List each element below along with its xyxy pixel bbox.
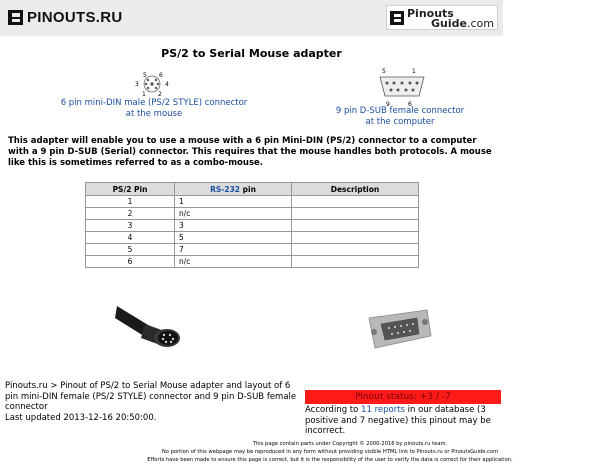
table-row: 2 n/c [86,208,419,220]
table-row: 6 n/c [86,256,419,268]
rs232-link[interactable]: RS-232 [210,184,241,194]
site-header [0,0,503,36]
table-row: 5 7 [86,244,419,256]
ps2-plug-photo [115,298,185,348]
header-description: Description [292,183,419,196]
svg-text:6: 6 [408,101,412,108]
pinout-status-bar: Pinout status: +3 / -7 [305,390,501,404]
status-reports-text: According to 11 reports in our database (3 positive and 7 negative) this pinout may be incorrect. [305,405,491,436]
mini-din-connector-diagram [132,70,172,98]
accuracy-disclaimer: Efforts have been made to ensure this page is correct, but it is the responsibility of the user to verify the data is correct for their application. [147,457,513,463]
table-row: 3 3 [86,220,419,232]
logo-word-pinouts: Pinouts [407,7,454,20]
pinoutsguide-logo-icon [390,11,404,25]
reproduction-note: No portion of this webpage may be reproduced in any form without providing visible HTML link to Pinouts.ru or PinoutsGuide.com [161,449,499,455]
dsub-connector-caption: 9 pin D-SUB female connector at the computer [335,106,465,127]
page-title: PS/2 to Serial Mouse adapter [161,47,342,60]
logo-word-guide: Guide.com [431,17,494,30]
pinouts-logo-icon [8,10,23,25]
dsub-connector-diagram [374,66,434,108]
header-rs232-pin: RS-232 pin [175,183,292,196]
header-ps2-pin: PS/2 Pin [86,183,175,196]
table-row: 1 1 [86,196,419,208]
pinout-table [85,182,419,268]
dsub-connector-photo [365,306,435,354]
svg-text:9: 9 [386,101,390,108]
svg-text:4: 4 [165,81,169,88]
pinoutsguide-logo-link[interactable] [386,5,498,30]
table-header-row [86,183,419,196]
svg-text:1: 1 [142,91,146,98]
svg-text:5: 5 [382,68,386,75]
svg-text:1: 1 [412,68,416,75]
table-row: 4 5 [86,232,419,244]
adapter-description: This adapter will enable you to use a mouse with a 6 pin Mini-DIN (PS/2) connector to a computer with a 9 pin D-SUB (Serial) connector. This requires that the mouse handles both protocols. A mouse like this is sometimes referred to as a combo-mouse. [8,136,492,168]
svg-text:5: 5 [143,72,147,79]
svg-text:3: 3 [135,81,139,88]
svg-text:2: 2 [158,91,162,98]
footer-breadcrumb: Pinouts.ru > Pinout of PS/2 to Serial Mouse adapter and layout of 6 pin mini-DIN female (PS/2 STYLE) connector and 9 pin D-SUB female connector Last updated 2013-12-16 20:50:00. [5,381,297,423]
reports-link[interactable]: 11 reports [361,405,405,415]
site-logo-link[interactable] [8,9,123,26]
site-logo-text: PINOUTS.RU [27,9,123,26]
mini-din-connector-caption: 6 pin mini-DIN male (PS/2 STYLE) connector at the mouse [60,98,248,119]
copyright-note: This page contain parts under Copyright © 2000-2016 by pinouts.ru team. [252,441,448,447]
svg-text:6: 6 [159,72,163,79]
